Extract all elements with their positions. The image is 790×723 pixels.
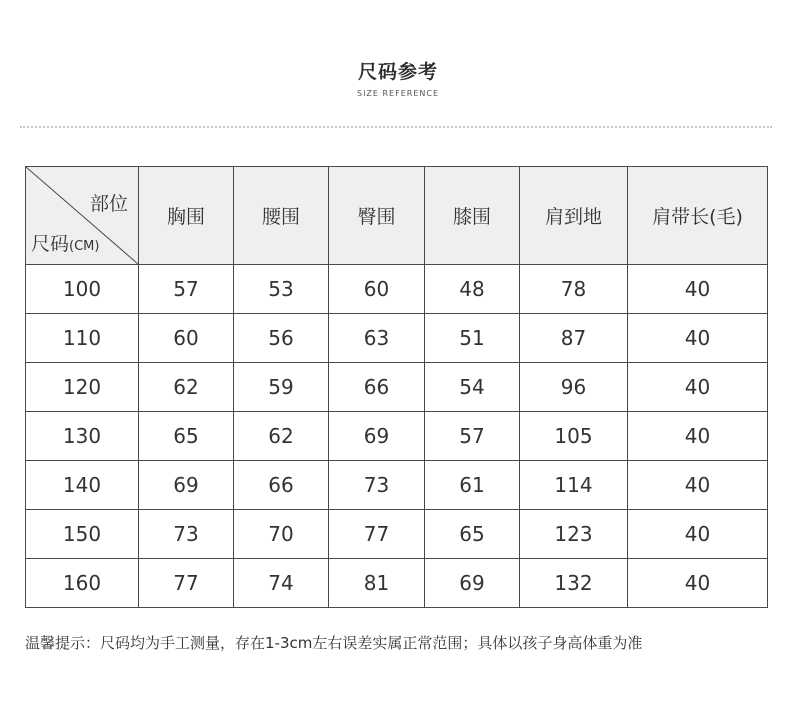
table-cell: 87 <box>520 314 628 363</box>
size-table <box>25 166 768 608</box>
measurement-note: 温馨提示：尺码均为手工测量，存在1-3cm左右误差实属正常范围；具体以孩子身高体重为准 <box>25 634 643 652</box>
table-row <box>26 510 768 559</box>
table-cell: 69 <box>425 559 520 608</box>
table-cell: 57 <box>425 412 520 461</box>
table-cell: 65 <box>139 412 234 461</box>
table-cell: 63 <box>329 314 425 363</box>
table-cell: 123 <box>520 510 628 559</box>
table-row <box>26 559 768 608</box>
table-cell: 70 <box>234 510 329 559</box>
size-cell: 140 <box>26 461 139 510</box>
table-cell: 73 <box>329 461 425 510</box>
column-header-knee: 膝围 <box>425 167 520 265</box>
table-row <box>26 363 768 412</box>
dotted-divider <box>20 126 772 128</box>
table-cell: 51 <box>425 314 520 363</box>
table-cell: 40 <box>628 412 768 461</box>
size-cell: 120 <box>26 363 139 412</box>
table-cell: 96 <box>520 363 628 412</box>
table-cell: 53 <box>234 265 329 314</box>
column-header-chest: 胸围 <box>139 167 234 265</box>
table-cell: 60 <box>139 314 234 363</box>
table-cell: 78 <box>520 265 628 314</box>
table-cell: 59 <box>234 363 329 412</box>
size-cell: 100 <box>26 265 139 314</box>
corner-label-size <box>31 229 99 256</box>
table-cell: 40 <box>628 510 768 559</box>
table-row <box>26 412 768 461</box>
corner-label-part: 部位 <box>89 193 128 215</box>
size-cell: 110 <box>26 314 139 363</box>
table-cell: 48 <box>425 265 520 314</box>
table-cell: 40 <box>628 265 768 314</box>
column-header-hip: 臀围 <box>329 167 425 265</box>
table-corner-cell <box>26 167 139 265</box>
corner-label-size-text: 尺码 <box>31 233 70 255</box>
size-cell: 130 <box>26 412 139 461</box>
table-cell: 60 <box>329 265 425 314</box>
table-header-row <box>26 167 768 265</box>
size-cell: 160 <box>26 559 139 608</box>
table-row <box>26 461 768 510</box>
table-cell: 66 <box>234 461 329 510</box>
table-cell: 40 <box>628 363 768 412</box>
table-cell: 81 <box>329 559 425 608</box>
table-cell: 73 <box>139 510 234 559</box>
table-row <box>26 265 768 314</box>
table-cell: 105 <box>520 412 628 461</box>
table-cell: 40 <box>628 314 768 363</box>
column-header-waist: 腰围 <box>234 167 329 265</box>
table-cell: 114 <box>520 461 628 510</box>
table-cell: 77 <box>329 510 425 559</box>
table-cell: 62 <box>234 412 329 461</box>
page-title: 尺码参考 <box>357 61 438 83</box>
column-header-strap-length: 肩带长(毛) <box>628 167 768 265</box>
table-cell: 54 <box>425 363 520 412</box>
table-cell: 57 <box>139 265 234 314</box>
table-cell: 62 <box>139 363 234 412</box>
column-header-shoulder-to-floor: 肩到地 <box>520 167 628 265</box>
table-row <box>26 314 768 363</box>
table-cell: 66 <box>329 363 425 412</box>
table-cell: 56 <box>234 314 329 363</box>
table-cell: 74 <box>234 559 329 608</box>
table-cell: 40 <box>628 461 768 510</box>
table-cell: 65 <box>425 510 520 559</box>
table-cell: 132 <box>520 559 628 608</box>
page-subtitle: SIZE REFERENCE <box>356 89 440 98</box>
table-cell: 61 <box>425 461 520 510</box>
size-cell: 150 <box>26 510 139 559</box>
table-cell: 77 <box>139 559 234 608</box>
table-cell: 40 <box>628 559 768 608</box>
corner-label-unit: (CM) <box>69 239 100 254</box>
table-cell: 69 <box>329 412 425 461</box>
table-cell: 69 <box>139 461 234 510</box>
